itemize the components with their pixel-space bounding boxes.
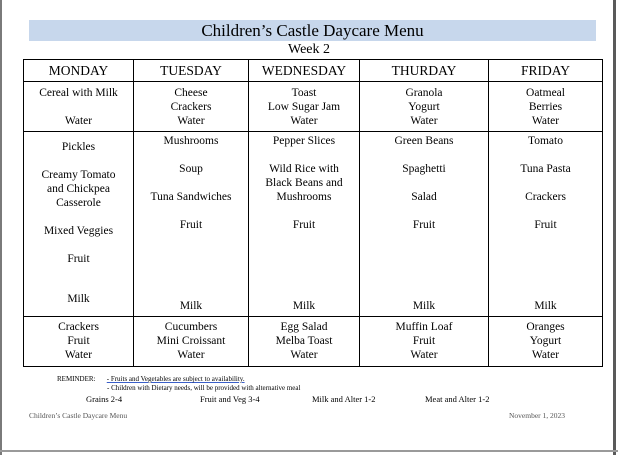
reminder-label: REMINDER: bbox=[57, 375, 96, 383]
reminder-note bbox=[57, 375, 300, 393]
menu-item: Water bbox=[64, 115, 93, 127]
menu-item: Yogurt bbox=[529, 335, 562, 347]
menu-item: Granola bbox=[405, 87, 443, 99]
menu-item: Cucumbers bbox=[164, 321, 218, 333]
menu-item: Green Beans bbox=[394, 135, 454, 147]
menu-item: Melba Toast bbox=[275, 335, 333, 347]
milk-item: Milk bbox=[67, 293, 90, 305]
snack-cell-monday bbox=[24, 317, 134, 367]
menu-item: Water bbox=[177, 115, 205, 127]
menu-item: Pepper Slices bbox=[272, 135, 336, 147]
menu-item: Tuna Sandwiches bbox=[150, 191, 232, 203]
menu-item: Tomato bbox=[528, 135, 563, 147]
day-header-thursday: THURDAY bbox=[360, 60, 489, 82]
day-header-tuesday: TUESDAY bbox=[134, 60, 249, 82]
menu-item: Cereal with Milk bbox=[39, 87, 118, 99]
menu-item: Yogurt bbox=[408, 101, 440, 113]
menu-item: Cheese bbox=[174, 87, 208, 99]
menu-item: Spaghetti bbox=[402, 163, 446, 175]
serving-milk: Milk and Alter 1-2 bbox=[312, 394, 376, 404]
menu-item: Fruit bbox=[412, 219, 436, 231]
page-border-right bbox=[613, 0, 616, 455]
lunch-row bbox=[24, 132, 603, 317]
menu-item: Mushrooms bbox=[276, 191, 332, 203]
menu-item: Water bbox=[531, 115, 560, 127]
menu-item: Casserole bbox=[56, 197, 101, 209]
milk-item: Milk bbox=[534, 300, 557, 312]
page-border-bottom bbox=[0, 450, 618, 452]
menu-item: Wild Rice with bbox=[269, 163, 339, 175]
breakfast-cell-tuesday bbox=[134, 82, 249, 132]
day-header-monday: MONDAY bbox=[24, 60, 134, 82]
lunch-cell-thursday bbox=[360, 132, 489, 317]
menu-item: Fruit bbox=[179, 219, 203, 231]
snack-cell-thursday bbox=[360, 317, 489, 367]
menu-item: Fruit bbox=[534, 219, 557, 231]
menu-item: Muffin Loaf bbox=[395, 321, 453, 333]
menu-item: Crackers bbox=[170, 101, 212, 113]
menu-item: Toast bbox=[291, 87, 317, 99]
lunch-cell-monday bbox=[24, 132, 134, 317]
menu-item: Black Beans and bbox=[265, 177, 343, 189]
menu-item: Oranges bbox=[526, 321, 565, 333]
menu-item: Water bbox=[410, 349, 438, 361]
day-header-friday: FRIDAY bbox=[489, 60, 603, 82]
reminder-line-dietary: - Children with Dietary needs, will be provided with alternative meal bbox=[107, 384, 301, 392]
lunch-cell-wednesday bbox=[249, 132, 360, 317]
menu-item: Pickles bbox=[61, 141, 96, 153]
serving-meat: Meat and Alter 1-2 bbox=[425, 394, 490, 404]
menu-item: Fruit bbox=[412, 335, 436, 347]
breakfast-cell-friday bbox=[489, 82, 603, 132]
menu-item: Mixed Veggies bbox=[43, 225, 114, 237]
serving-grains: Grains 2-4 bbox=[86, 394, 123, 404]
snack-cell-friday bbox=[489, 317, 603, 367]
menu-item: Crackers bbox=[525, 191, 566, 203]
breakfast-cell-wednesday bbox=[249, 82, 360, 132]
week-label: Week 2 bbox=[287, 42, 331, 57]
menu-item: Water bbox=[531, 349, 560, 361]
menu-item: Water bbox=[410, 115, 438, 127]
menu-item: Water bbox=[290, 349, 318, 361]
menu-item: Creamy Tomato bbox=[41, 169, 116, 181]
serving-fruit-veg: Fruit and Veg 3-4 bbox=[200, 394, 260, 404]
serving-guidelines bbox=[0, 393, 618, 405]
menu-table bbox=[23, 59, 603, 367]
menu-item: Fruit bbox=[67, 253, 90, 265]
milk-item: Milk bbox=[412, 300, 436, 312]
menu-item: Fruit bbox=[67, 335, 90, 347]
menu-item: Water bbox=[290, 115, 318, 127]
snack-cell-wednesday bbox=[249, 317, 360, 367]
milk-item: Milk bbox=[179, 300, 203, 312]
menu-item: Water bbox=[177, 349, 205, 361]
breakfast-cell-monday bbox=[24, 82, 134, 132]
menu-item: Egg Salad bbox=[280, 321, 328, 333]
menu-title: Children’s Castle Daycare Menu bbox=[29, 20, 596, 41]
menu-item: Oatmeal bbox=[526, 87, 565, 99]
footer-date: November 1, 2023 bbox=[509, 411, 566, 420]
breakfast-row bbox=[24, 82, 603, 132]
menu-item: Crackers bbox=[58, 321, 99, 333]
snack-cell-tuesday bbox=[134, 317, 249, 367]
menu-item: Low Sugar Jam bbox=[267, 101, 341, 113]
footer-title: Children’s Castle Daycare Menu bbox=[29, 411, 128, 420]
lunch-cell-friday bbox=[489, 132, 603, 317]
breakfast-cell-thursday bbox=[360, 82, 489, 132]
page-border-left bbox=[0, 0, 2, 455]
menu-item: Berries bbox=[528, 101, 563, 113]
menu-item: Mini Croissant bbox=[156, 335, 226, 347]
menu-item: Soup bbox=[179, 163, 203, 175]
menu-item: Water bbox=[64, 349, 93, 361]
reminder-line-availability: - Fruits and Vegetables are subject to availability. bbox=[106, 375, 245, 383]
lunch-cell-tuesday bbox=[134, 132, 249, 317]
day-header-row bbox=[24, 60, 603, 82]
menu-item: Fruit bbox=[292, 219, 316, 231]
milk-item: Milk bbox=[292, 300, 316, 312]
snack-row bbox=[24, 317, 603, 367]
menu-item: Salad bbox=[411, 191, 437, 203]
day-header-wednesday: WEDNESDAY bbox=[249, 60, 360, 82]
menu-item: and Chickpea bbox=[47, 183, 110, 195]
menu-item: Mushrooms bbox=[163, 135, 219, 147]
menu-item: Tuna Pasta bbox=[520, 163, 571, 175]
